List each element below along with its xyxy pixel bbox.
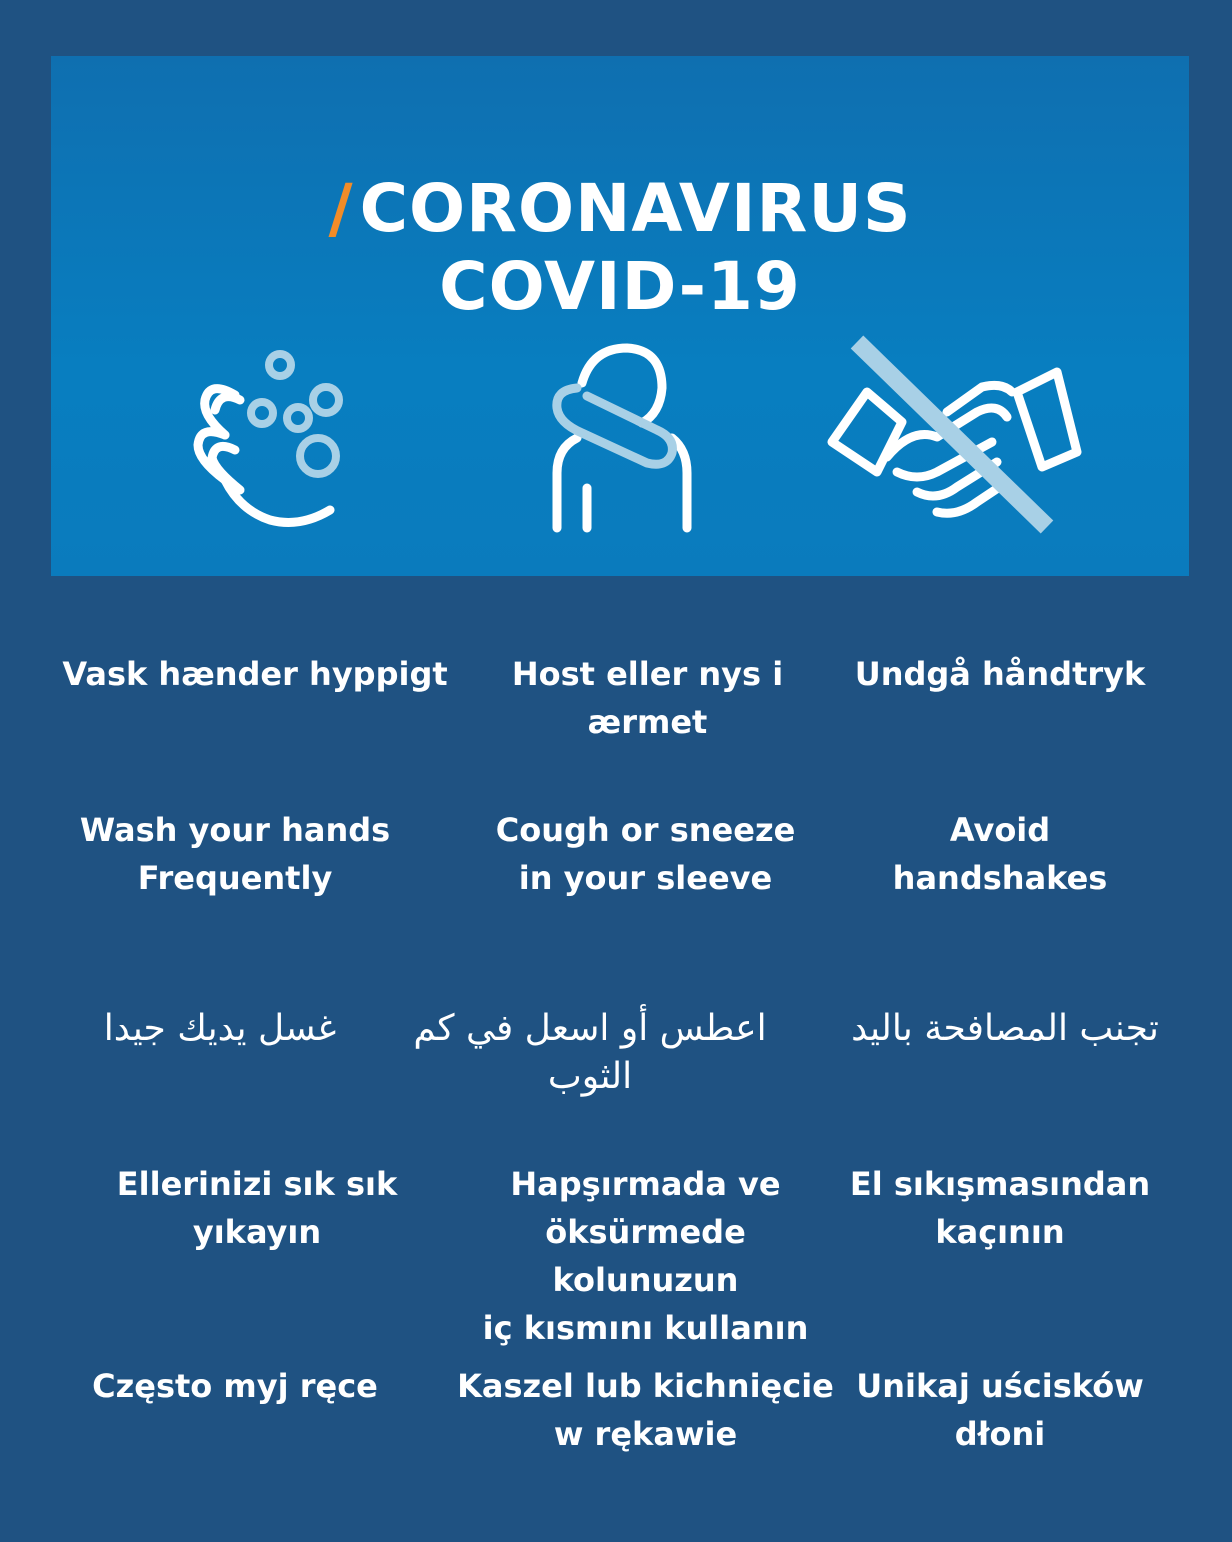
arabic-wash-hands: غسل يديك جيدا xyxy=(103,1008,337,1049)
header-banner xyxy=(51,56,1189,576)
danish-wash-hands: Vask hænder hyppigt xyxy=(62,655,448,693)
english-wash-hands: Wash your hands Frequently xyxy=(79,811,391,897)
arabic-cough-sleeve: اعطس أو اسعل في كم الثوب xyxy=(413,1008,767,1097)
polish-cough-sleeve: Kaszel lub kichnięcie w rękawie xyxy=(457,1367,834,1453)
slash-accent: / xyxy=(328,170,354,247)
danish-cough-sleeve: Host eller nys i ærmet xyxy=(511,655,784,741)
no-handshake-icon xyxy=(827,332,1087,542)
turkish-avoid-handshakes: El sıkışmasından kaçının xyxy=(849,1165,1151,1251)
cough-sleeve-icon xyxy=(527,338,707,538)
title-line-1: /CORONAVIRUS xyxy=(328,170,912,247)
english-cough-sleeve: Cough or sneeze in your sleeve xyxy=(495,811,796,897)
polish-wash-hands: Często myj ręce xyxy=(92,1367,378,1405)
hand-wash-icon xyxy=(180,340,380,540)
polish-avoid-handshakes: Unikaj uścisków dłoni xyxy=(856,1367,1144,1453)
turkish-wash-hands: Ellerinizi sık sık yıkayın xyxy=(116,1165,398,1251)
danish-avoid-handshakes: Undgå håndtryk xyxy=(854,655,1146,693)
english-avoid-handshakes: Avoid handshakes xyxy=(892,811,1108,897)
title-line-2: COVID-19 xyxy=(439,248,801,325)
arabic-avoid-handshakes: تجنب المصافحة باليد xyxy=(851,1008,1159,1049)
turkish-cough-sleeve: Hapşırmada ve öksürmede kolunuzun iç kısmını kullanın xyxy=(482,1165,809,1347)
